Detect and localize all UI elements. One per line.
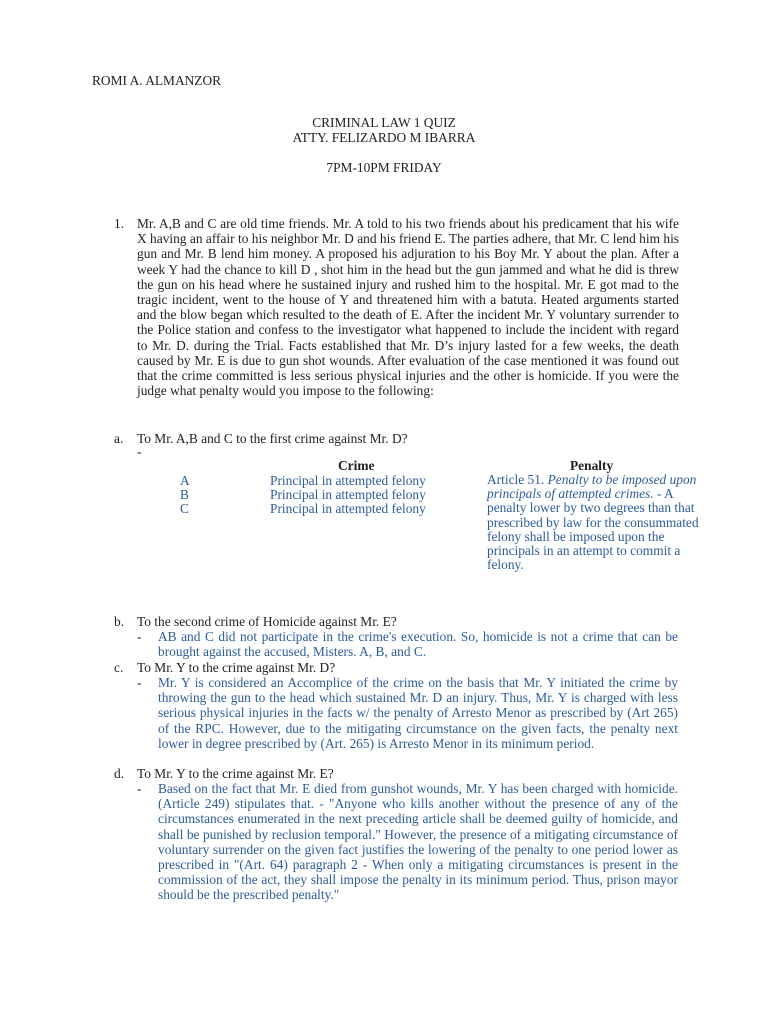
item-b-question: To the second crime of Homicide against Mr. E? xyxy=(137,614,397,629)
item-c-letter: c. xyxy=(114,660,124,675)
item-c-question: To Mr. Y to the crime against Mr. D? xyxy=(137,660,336,675)
question-number: 1. xyxy=(114,216,125,231)
item-d-dash: - xyxy=(137,781,142,796)
question-text: Mr. A,B and C are old time friends. Mr. A told to his two friends about his predicament that his wife X having an affair to his neighbor Mr. D and his friend E. The parties adhere, that Mr. C lend him his gun and Mr. B lend him money. A proposed his adjuration to his Boy Mr. Y about the plan. After a week Y had the chance to kill D , shot him in the head but the gun jammed and what he did is threw the gun on his head where he sustained injury and rushed him to the hospital. Mr. E got mad to the tragic incident, went to the house of Y and threatened him with a batuta. Heated arguments started and the blow began which resulted to the death of E. After the incident Mr. Y voluntary surrender to the Police station and confess to the investigator what happened to include the incident with regard to Mr. D. during the Trial. Facts established that Mr. D’s injury lasted for a few weeks, the death caused by Mr. E is due to gun shot wounds. After evaluation of the case mentioned it was found out that the crime committed is less serious physical injuries and the other is homicide. If you were the judge what penalty would you impose to the following: xyxy=(137,216,679,399)
table-row-person: B xyxy=(180,487,189,502)
penalty-heading: Penalty to be imposed upon principals of attempted crimes. xyxy=(487,472,697,502)
table-row-role: Principal in attempted felony xyxy=(270,501,426,516)
item-b-dash: - xyxy=(137,629,142,644)
penalty-body: - A penalty lower by two degrees than that prescribed by law for the consummated felony shall be imposed upon the principals in an attempt to commit a felony. xyxy=(487,486,699,573)
table-row-person: A xyxy=(180,473,190,488)
item-a-letter: a. xyxy=(114,431,124,446)
penalty-article: Article 51. xyxy=(487,472,545,487)
item-a-dash: - xyxy=(137,444,142,459)
schedule: 7PM-10PM FRIDAY xyxy=(326,160,442,175)
item-d-question: To Mr. Y to the crime against Mr. E? xyxy=(137,766,334,781)
table-header-penalty: Penalty xyxy=(570,458,614,473)
table-row-person: C xyxy=(180,501,189,516)
quiz-title: CRIMINAL LAW 1 QUIZ xyxy=(312,115,456,130)
table-row-role: Principal in attempted felony xyxy=(270,487,426,502)
item-c-answer: Mr. Y is considered an Accomplice of the crime on the basis that Mr. Y initiated the crime by throwing the gun to the head which sustained Mr. D an injury. Thus, Mr. Y is charged with less serious physical injuries in the facts w/ the penalty of Arresto Menor as prescribed by (Art 265) of the RPC. However, due to the mitigating circumstance on the given facts, the penalty next lower in degree prescribed by (Art. 265) is Arresto Menor in its minimum period. xyxy=(158,675,678,751)
table-row-role: Principal in attempted felony xyxy=(270,473,426,488)
item-c-dash: - xyxy=(137,675,142,690)
author-name: ROMI A. ALMANZOR xyxy=(92,73,222,88)
table-header-crime: Crime xyxy=(338,458,375,473)
item-b-letter: b. xyxy=(114,614,125,629)
item-d-answer: Based on the fact that Mr. E died from gunshot wounds, Mr. Y has been charged with homicide. (Article 249) stipulates that. - "Anyone who kills another without the presence of any of the circumstances enumerated in the next preceding article shall be deemed guilty of homicide, and shall be punished by reclusion temporal." However, the presence of a mitigating circumstance of voluntary surrender on the given fact justifies the lowering of the penalty to one period lower as prescribed in "(Art. 64) paragraph 2 - When only a mitigating circumstances is present in the commission of the act, they shall impose the penalty in its minimum period. Thus, prison mayor should be the prescribed penalty." xyxy=(158,781,678,903)
item-a-question: To Mr. A,B and C to the first crime against Mr. D? xyxy=(137,431,408,446)
instructor-name: ATTY. FELIZARDO M IBARRA xyxy=(292,130,476,145)
penalty-description xyxy=(487,473,702,572)
item-b-answer: AB and C did not participate in the crime's execution. So, homicide is not a crime that can be brought against the accused, Misters. A, B, and C. xyxy=(158,629,678,660)
item-d-letter: d. xyxy=(114,766,125,781)
